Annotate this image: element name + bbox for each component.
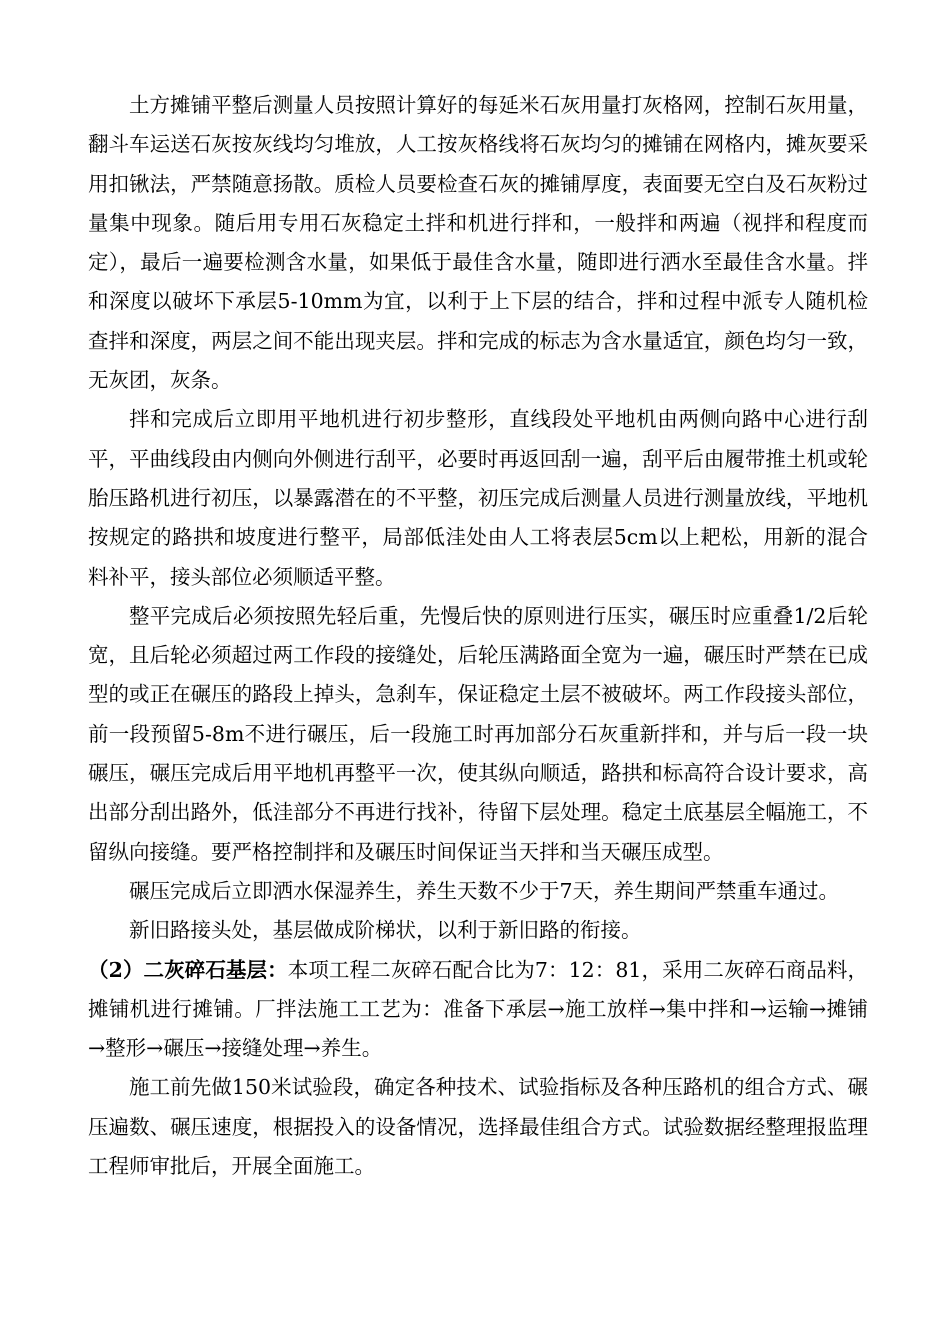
paragraph-road-joint: 新旧路接头处，基层做成阶梯状，以利于新旧路的衔接。	[129, 918, 642, 943]
section-body: 本项工程二灰碎石配合比为7：12：81，采用二灰碎石商品料，摊铺机进行摊铺。厂拌法施工工艺为：准备下承层→施工放样→集中拌和→运输→摊铺→整形→碾压→接缝处理→养生。	[88, 957, 868, 1061]
paragraph-trial-section: 施工前先做150米试验段，确定各种技术、试验指标及各种压路机的组合方式、碾压遍数、碾压速度，根据投入的设备情况，选择最佳组合方式。试验数据经整理报监理工程师审批后，开展全面施工。	[88, 1075, 868, 1179]
section-heading: （2）二灰碎石基层：	[88, 957, 288, 982]
paragraph-lime-spreading: 土方摊铺平整后测量人员按照计算好的每延米石灰用量打灰格网，控制石灰用量，翻斗车运送石灰按灰线均匀堆放，人工按灰格线将石灰均匀的摊铺在网格内，摊灰要采用扣锹法，严禁随意扬散。质检人员要检查石灰的摊铺厚度，表面要无空白及石灰粉过量集中现象。随后用专用石灰稳定土拌和机进行拌和，一般拌和两遍（视拌和程度而定），最后一遍要检测含水量，如果低于最佳含水量，随即进行洒水至最佳含水量。拌和深度以破坏下承层5-10mm为宜，以利于上下层的结合，拌和过程中派专人随机检查拌和深度，两层之间不能出现夹层。拌和完成的标志为含水量适宜，颜色均匀一致，无灰团，灰条。	[88, 93, 868, 393]
paragraph-grading: 拌和完成后立即用平地机进行初步整形，直线段处平地机由两侧向路中心进行刮平，平曲线段由内侧向外侧进行刮平，必要时再返回刮一遍，刮平后由履带推土机或轮胎压路机进行初压，以暴露潜在的不平整，初压完成后测量人员进行测量放线，平地机按规定的路拱和坡度进行整平，局部低洼处由人工将表层5cm以上耙松，用新的混合料补平，接头部位必须顺适平整。	[88, 407, 868, 589]
paragraph-compaction: 整平完成后必须按照先轻后重，先慢后快的原则进行压实，碾压时应重叠1/2后轮宽，且后轮必须超过两工作段的接缝处，后轮压满路面全宽为一遍，碾压时严禁在已成型的或正在碾压的路段上掉头，急刹车，保证稳定土层不被破坏。两工作段接头部位，前一段预留5-8m不进行碾压，后一段施工时再加部分石灰重新拌和，并与后一段一块碾压，碾压完成后用平地机再整平一次，使其纵向顺适，路拱和标高符合设计要求，高出部分刮出路外，低洼部分不再进行找补，待留下层处理。稳定土底基层全幅施工，不留纵向接缝。要严格控制拌和及碾压时间保证当天拌和当天碾压成型。	[88, 603, 868, 864]
document-page	[88, 86, 868, 1186]
paragraph-lime-fly-ash-gravel	[88, 951, 868, 1069]
paragraph-curing: 碾压完成后立即洒水保湿养生，养生天数不少于7天，养生期间严禁重车通过。	[129, 878, 840, 903]
